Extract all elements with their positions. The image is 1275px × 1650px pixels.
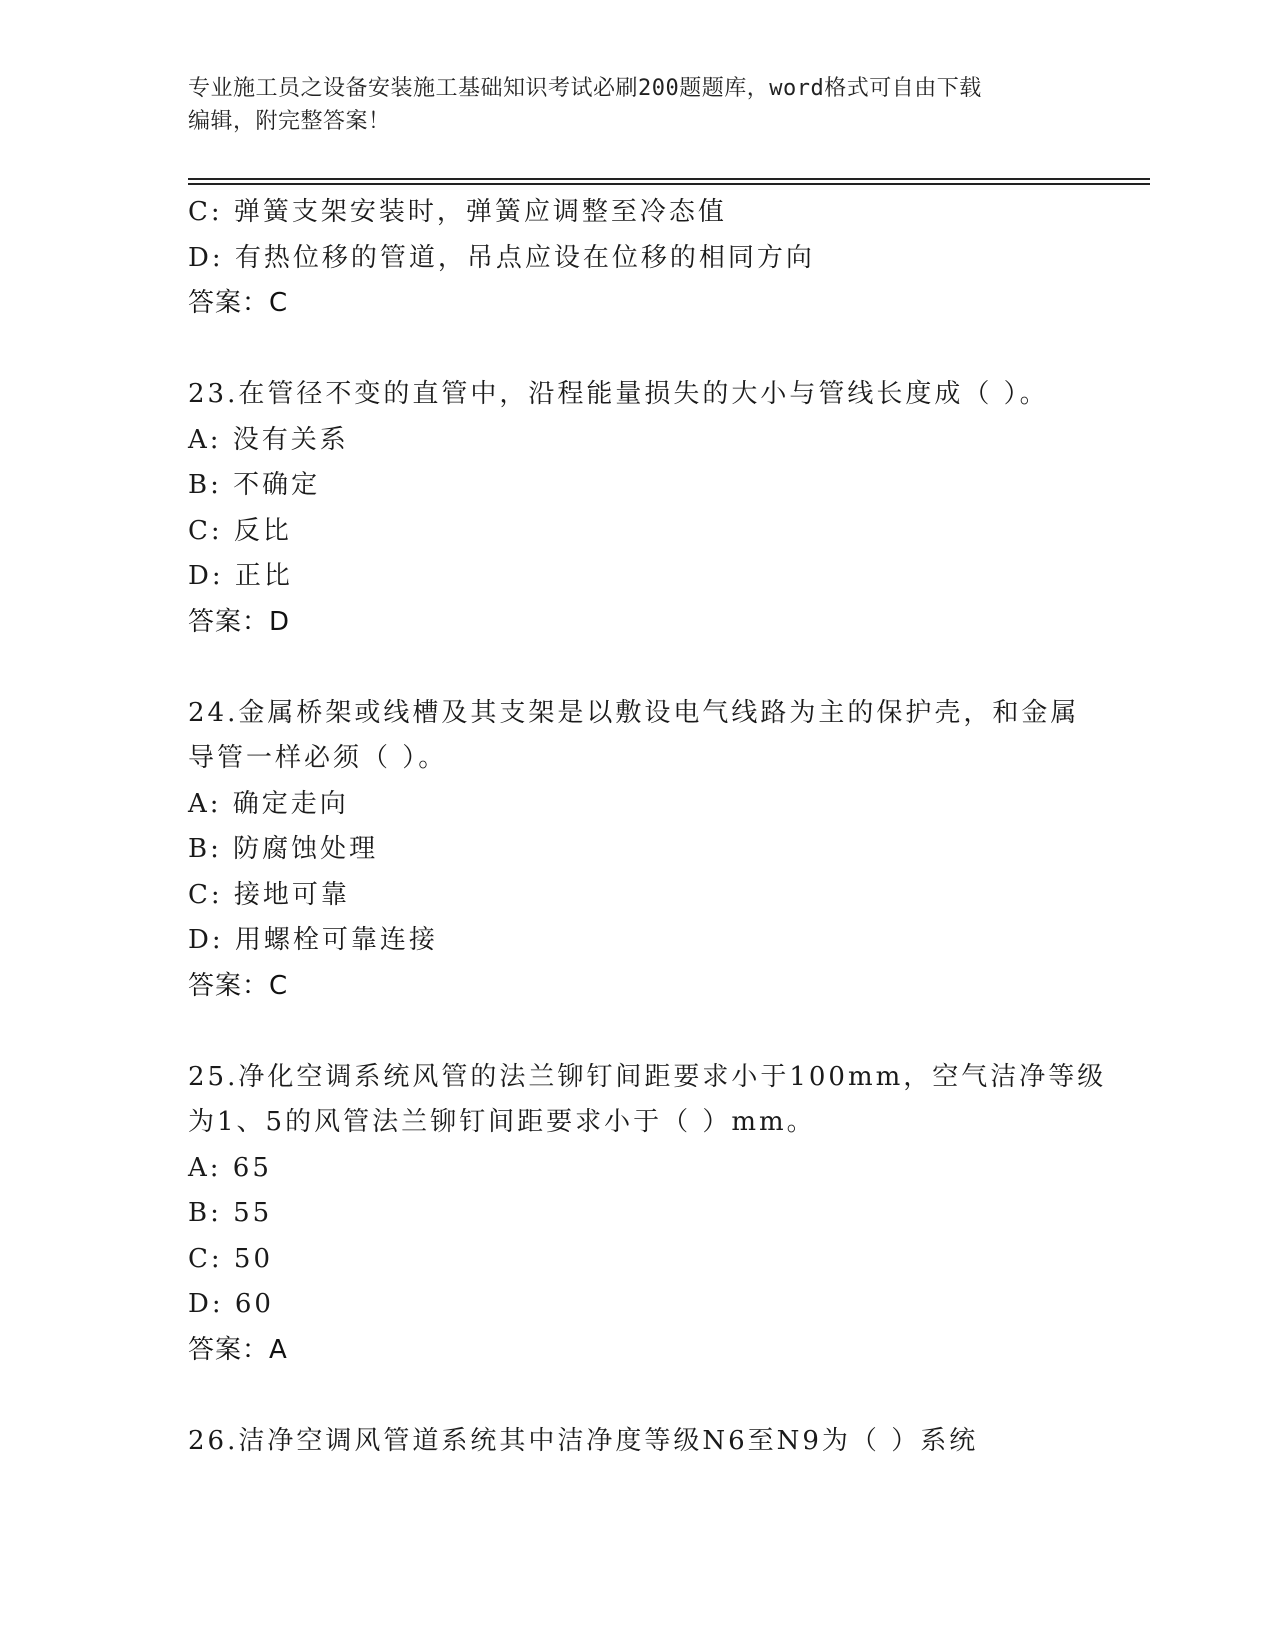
question-23	[188, 372, 1088, 645]
answer-label: 答案：C	[188, 288, 289, 318]
question-list	[188, 190, 1107, 1464]
option-a: A: 65	[188, 1152, 272, 1183]
spacer	[188, 1009, 1088, 1055]
option-a: A: 确定走向	[188, 788, 349, 819]
option-c: C: 接地可靠	[188, 879, 350, 910]
option-b: B: 不确定	[188, 470, 321, 500]
option-b: B: 防腐蚀处理	[188, 834, 379, 864]
option-c: C: 弹簧支架安装时，弹簧应调整至冷态值	[188, 197, 727, 227]
answer-label: 答案：C	[188, 970, 289, 1001]
question-stem: 24.金属桥架或线槽及其支架是以敷设电气线路为主的保护壳，和金属	[188, 697, 1080, 728]
question-stem: 26.洁净空调风管道系统其中洁净度等级N6至N9为（ ）系统	[188, 1425, 979, 1456]
header-divider-bottom	[188, 183, 1150, 185]
option-c: C: 反比	[188, 515, 292, 546]
spacer	[188, 327, 1088, 373]
option-b: B: 55	[188, 1198, 273, 1228]
question-stem: 23.在管径不变的直管中，沿程能量损失的大小与管线长度成（ ）。	[188, 379, 1049, 409]
header-title-line-2: 编辑，附完整答案！	[188, 109, 391, 134]
question-25	[188, 1055, 1107, 1374]
document-header	[188, 72, 1068, 138]
option-d: D: 正比	[188, 561, 293, 591]
answer-label: 答案：A	[188, 1334, 288, 1365]
option-d: D: 有热位移的管道，吊点应设在位移的相同方向	[188, 242, 815, 273]
spacer	[188, 645, 1088, 691]
question-24	[188, 691, 1088, 1010]
option-c: C: 50	[188, 1243, 274, 1274]
header-divider-top	[188, 178, 1150, 180]
header-title-line-1: 专业施工员之设备安装施工基础知识考试必刷200题题库，word格式可自由下载	[188, 76, 982, 101]
question-stem: 25.净化空调系统风管的法兰铆钉间距要求小于100mm，空气洁净等级	[188, 1061, 1107, 1092]
spacer	[188, 1373, 1088, 1419]
question-stem-continued: 为1、5的风管法兰铆钉间距要求小于（ ）mm。	[188, 1107, 816, 1137]
option-a: A: 没有关系	[188, 424, 349, 455]
option-d: D: 用螺栓可靠连接	[188, 925, 438, 955]
question-22-tail	[188, 190, 1088, 327]
question-stem-continued: 导管一样必须（ ）。	[188, 743, 448, 773]
answer-label: 答案：D	[188, 606, 291, 637]
option-d: D: 60	[188, 1289, 274, 1319]
question-26	[188, 1419, 1088, 1465]
